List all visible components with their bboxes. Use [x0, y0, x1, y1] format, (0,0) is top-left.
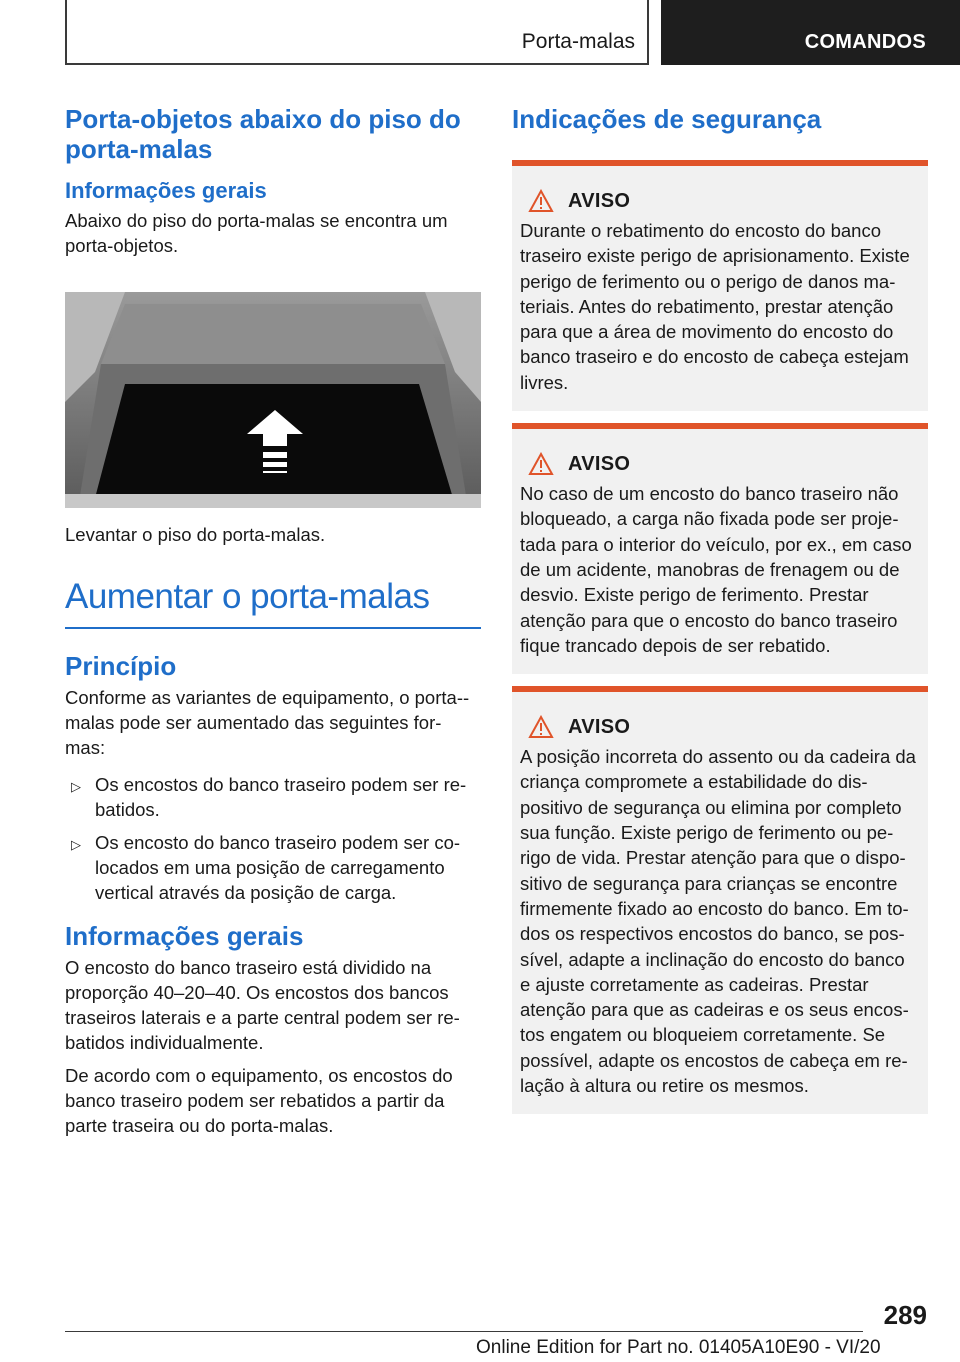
list-item: ▷ Os encostos do banco traseiro podem ser re-batidos.: [71, 774, 467, 820]
header-chapter-box: [661, 0, 960, 65]
trunk-floor-photo: [65, 292, 481, 508]
general-info-text-2: De acordo com o equipamento, os encostos do banco traseiro podem ser rebatidos a partir da parte traseira ou do porta-malas.: [65, 1065, 453, 1136]
footer-edition: Online Edition for Part no. 01405A10E90 - VI/20: [476, 1337, 881, 1358]
warning-box: [512, 160, 928, 411]
triangle-bullet-icon: ▷: [71, 837, 81, 852]
warning-box: [512, 423, 928, 674]
right-column: [512, 104, 928, 1114]
left-column: [65, 104, 481, 1138]
header-section-box: [65, 0, 649, 65]
general-info-text-1: O encosto do banco traseiro está dividido na proporção 40–20–40. Os encostos dos bancos traseiros laterais e a parte central podem ser re-batidos individualmente.: [65, 957, 460, 1053]
principle-heading: Princípio: [65, 651, 177, 681]
warning-text: Durante o rebatimento do encosto do banco traseiro existe perigo de aprisionamento. Existe perigo de ferimento ou o perigo de danos ma-teriais. Antes do rebatimento, prestar atenção para que a área de movimento do encosto do banco traseiro e do encosto de cabeça estejam livres.: [520, 220, 910, 393]
warning-title: AVISO: [568, 715, 631, 738]
page-number: 289: [883, 1300, 927, 1330]
header-section-title: Porta-malas: [521, 30, 635, 53]
warning-title: AVISO: [568, 452, 631, 475]
warning-triangle-icon: [528, 189, 554, 213]
list-item: ▷ Os encosto do banco traseiro podem ser co-locados em uma posição de carregamento vertical através da posição de carga.: [71, 832, 461, 903]
warning-triangle-icon: [528, 715, 554, 739]
general-info-heading: Informações gerais: [65, 921, 304, 951]
warning-text: A posição incorreta do assento ou da cadeira da criança compromete a estabilidade do dis-positivo de segurança ou elimina por completo sua função. Existe perigo de ferimento ou pe-rigo de vida. Prestar atenção para que o dispo-sitivo de segurança para crianças se encontre firmemente fixado ao encosto do banco. Em to-dos os respectivos encostos do banco, se pos-sível, adapte a inclinação do encosto do banco e ajuste corretamente as cadeiras. Prestar atenção para que as cadeiras e os seus encos-tos engatem ou bloqueiem corretamente. Se possível, adapte os encostos de cabeça em re-lação à altura ou retire os mesmos.: [520, 746, 916, 1097]
storage-subheading: Informações gerais: [65, 178, 267, 203]
triangle-bullet-icon: ▷: [71, 779, 81, 794]
storage-text: Abaixo do piso do porta-malas se encontra um porta-objetos.: [65, 210, 448, 256]
photo-caption: Levantar o piso do porta-malas.: [65, 524, 326, 545]
warning-box: [512, 686, 928, 1114]
expand-trunk-heading: Aumentar o porta-malas: [65, 577, 430, 616]
principle-list: [65, 772, 481, 905]
principle-text: Conforme as variantes de equipamento, o porta--malas pode ser aumentado das seguintes for-mas:: [65, 687, 470, 758]
header-chapter-title: COMANDOS: [804, 31, 926, 53]
footer-rule: [65, 1331, 863, 1332]
heading-rule: [65, 627, 481, 629]
warning-text: No caso de um encosto do banco traseiro não bloqueado, a carga não fixada pode ser proje-tada para o interior do veículo, por ex., em caso de um acidente, manobras de frenagem ou de desvio. Existe perigo de ferimento. Prestar atenção para que o encosto do banco traseiro fique trancado depois de ser rebatido.: [520, 483, 912, 656]
warning-title: AVISO: [568, 189, 631, 212]
safety-heading: Indicações de segurança: [512, 104, 822, 134]
storage-heading: Porta-objetos abaixo do piso do porta-malas: [65, 104, 461, 164]
warning-triangle-icon: [528, 452, 554, 476]
